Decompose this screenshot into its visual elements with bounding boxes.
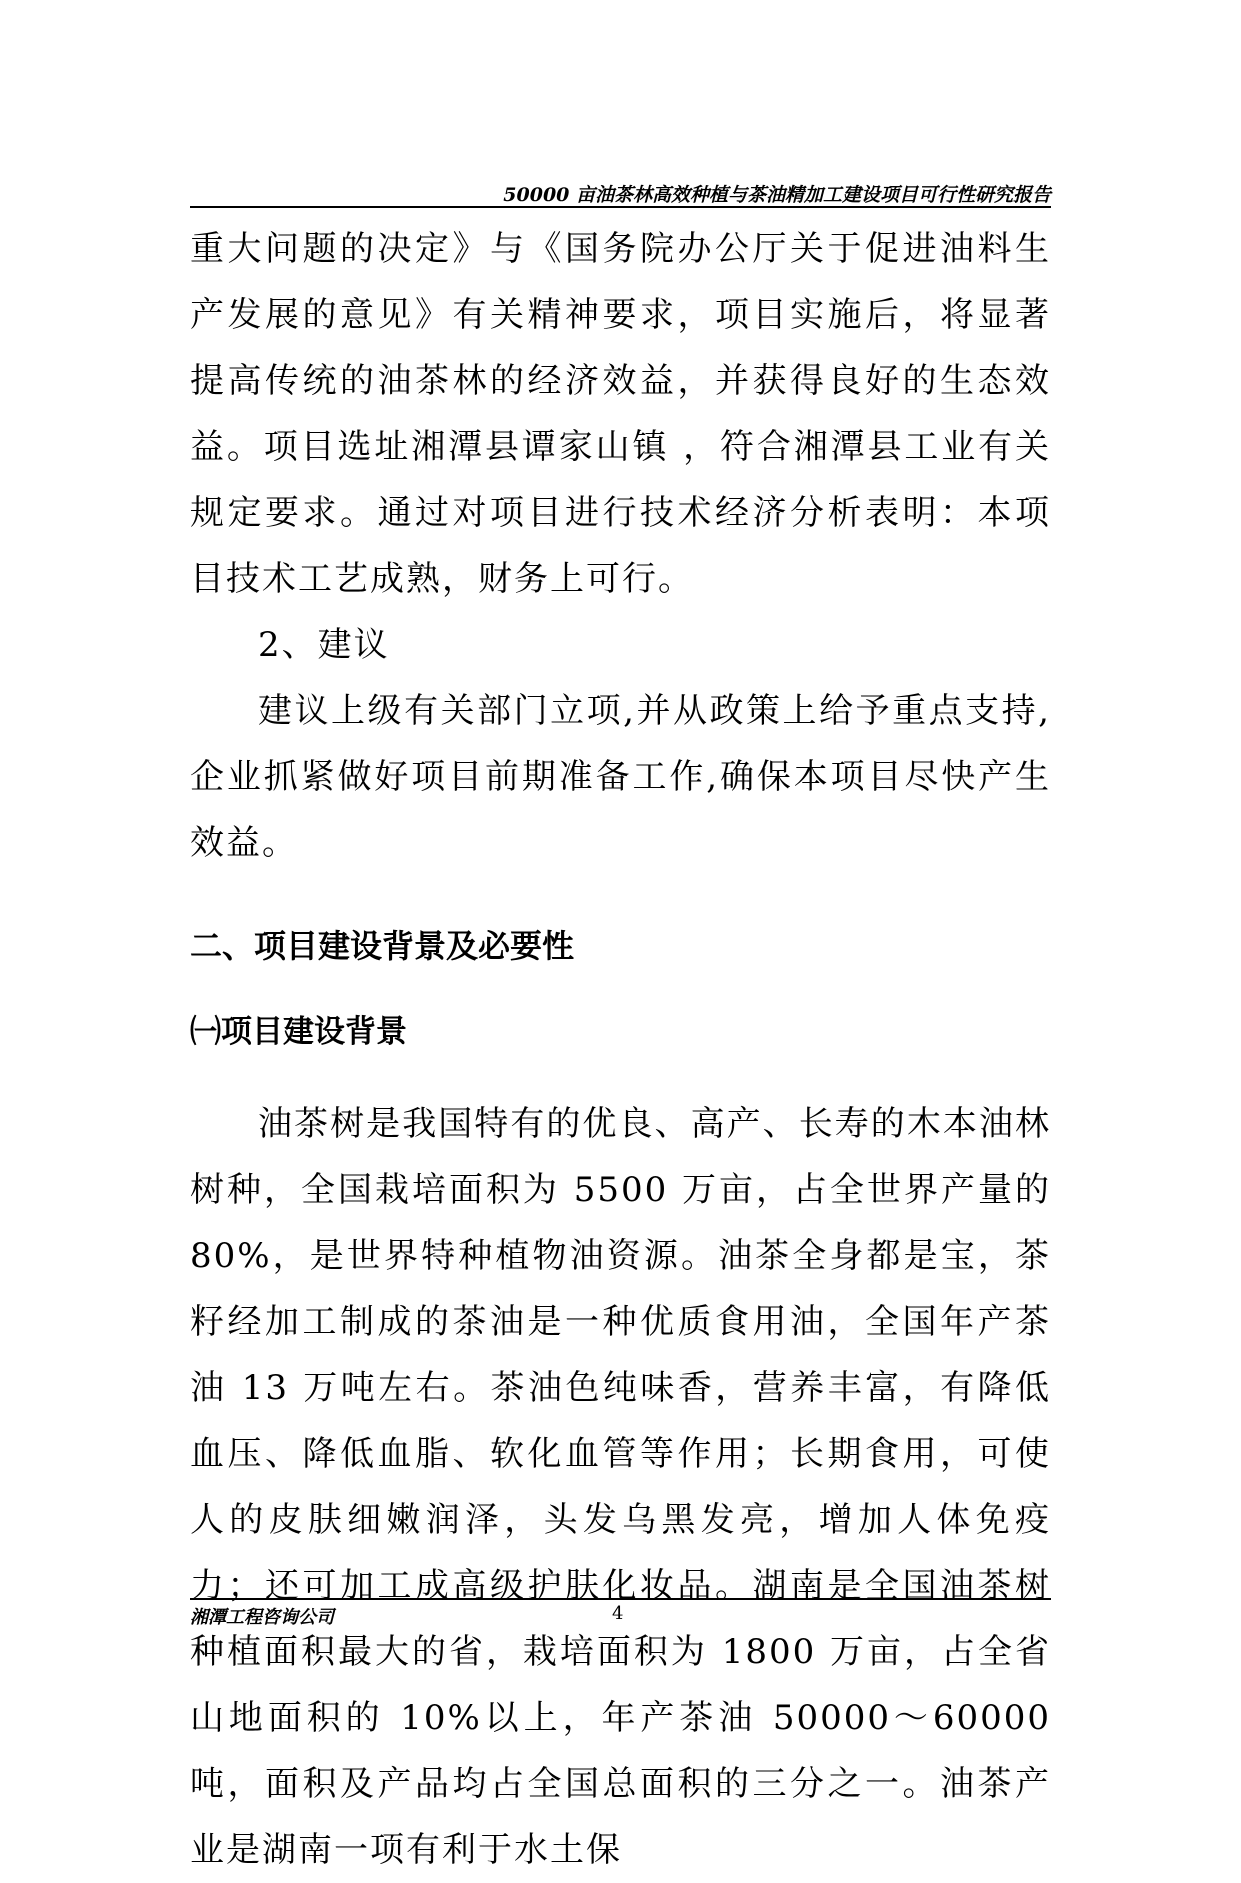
paragraph-conclusion: 重大问题的决定》与《国务院办公厅关于促进油料生产发展的意见》有关精神要求，项目实施后，将显著提高传统的油茶林的经济效益，并获得良好的生态效益。项目选址湘潭县谭家山镇 ，符合湘潭县工业有关规定要求。通过对项目进行技术经济分析表明：本项目技术工艺成熟，财务上可行。 <box>190 229 1051 599</box>
running-header: 50000 亩油茶林高效种植与茶油精加工建设项目可行性研究报告 <box>503 184 1051 206</box>
subsection-heading: ㈠项目建设背景 <box>190 1014 407 1050</box>
page-body <box>190 216 1051 1883</box>
page-number: 4 <box>612 1603 624 1624</box>
paragraph-background: 油茶树是我国特有的优良、高产、长寿的木本油林树种，全国栽培面积为 5500 万亩，占全世界产量的 80%，是世界特种植物油资源。油茶全身都是宝，茶籽经加工制成的茶油是一种优质食用油，全国年产茶油 13 万吨左右。茶油色纯味香，营养丰富，有降低血压、降低血脂、软化血管等作用；长期食用，可使人的皮肤细嫩润泽，头发乌黑发亮，增加人体免疫力；还可加工成高级护肤化妆品。湖南是全国油茶树种植面积最大的省，栽培面积为 1800 万亩，占全省山地面积的 10%以上，年产茶油 50000～60000 吨，面积及产品均占全国总面积的三分之一。油茶产业是湖南一项有利于水土保 <box>190 1104 1051 1870</box>
footer-company: 湘潭工程咨询公司 <box>190 1607 334 1628</box>
item-label-recommendation: 2、建议 <box>258 625 390 665</box>
header-rule <box>190 206 1051 208</box>
section-heading: 二、项目建设背景及必要性 <box>190 927 575 965</box>
spacer <box>190 1057 1051 1091</box>
paragraph-recommendation: 建议上级有关部门立项,并从政策上给予重点支持,企业抓紧做好项目前期准备工作,确保本项目尽快产生效益。 <box>190 691 1051 863</box>
footer-rule <box>190 1598 1051 1600</box>
